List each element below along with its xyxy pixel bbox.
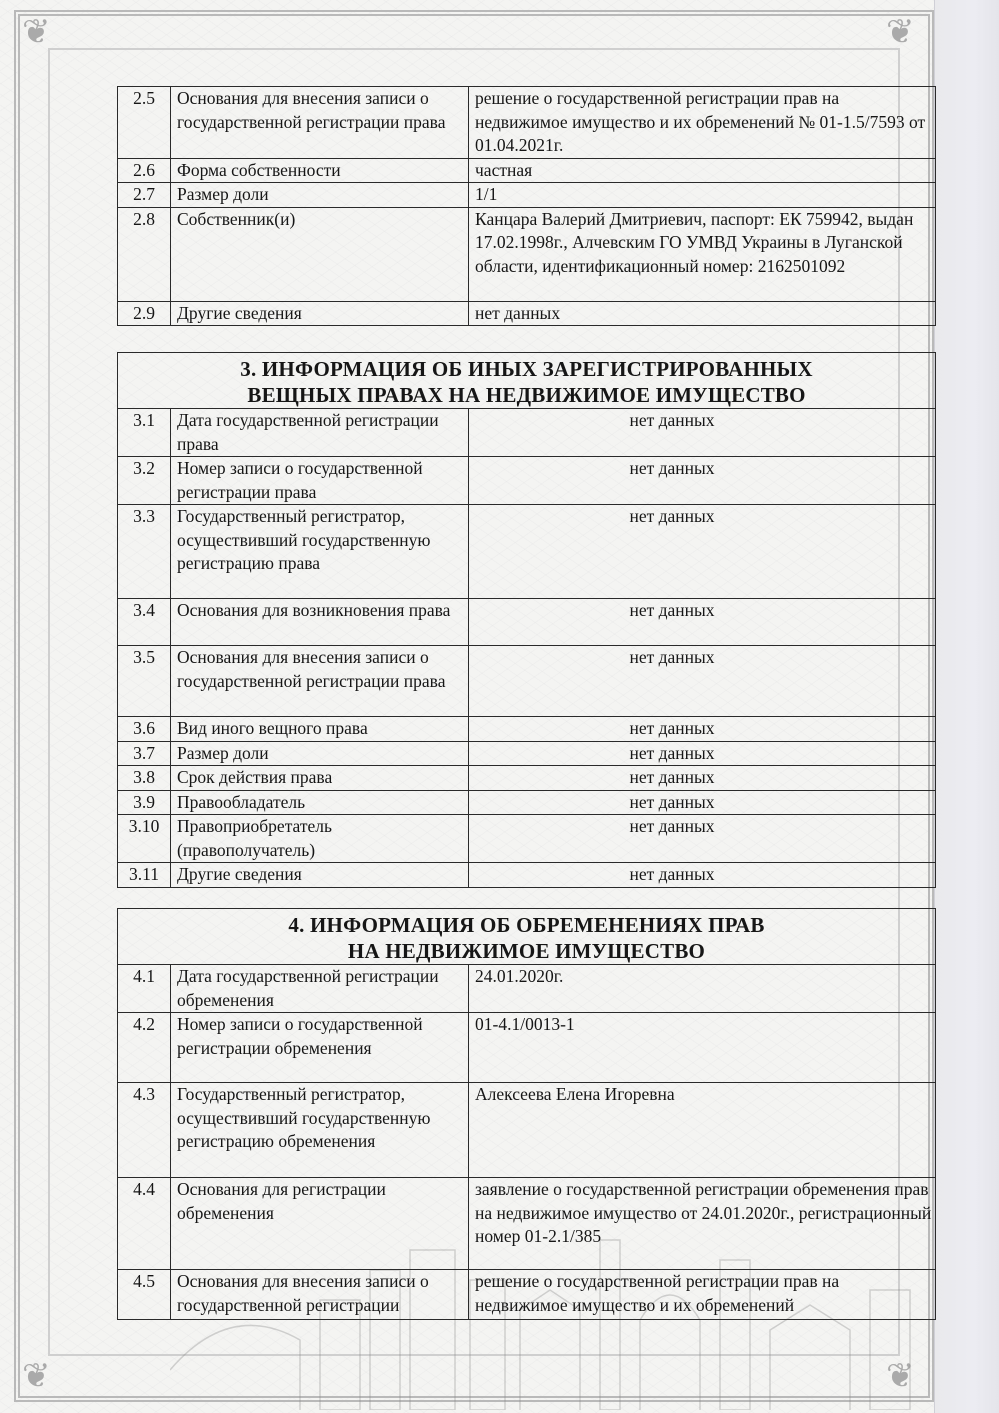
row-value: нет данных (469, 599, 936, 646)
row-number: 3.7 (118, 741, 171, 766)
row-label: Правообладатель (171, 790, 469, 815)
ornament-icon: ❦ (22, 14, 51, 51)
table-row (118, 207, 936, 301)
row-number: 3.8 (118, 766, 171, 791)
row-label: Основания для внесения записи о государственной регистрации права (171, 87, 469, 159)
row-label: Дата государственной регистрации обременения (171, 965, 469, 1013)
row-label: Размер доли (171, 741, 469, 766)
table-row (118, 1083, 936, 1178)
table-row (118, 863, 936, 888)
row-label: Государственный регистратор, осуществивший государственную регистрацию права (171, 505, 469, 599)
table-row (118, 790, 936, 815)
table-row (118, 158, 936, 183)
row-value: 24.01.2020г. (469, 965, 936, 1013)
table-row (118, 766, 936, 791)
ornament-icon: ❦ (22, 1358, 51, 1395)
row-value: нет данных (469, 741, 936, 766)
table-row (118, 815, 936, 863)
row-value: нет данных (469, 505, 936, 599)
row-value: Алексеева Елена Игоревна (469, 1083, 936, 1178)
row-label: Размер доли (171, 183, 469, 208)
row-number: 2.5 (118, 87, 171, 159)
row-number: 2.9 (118, 301, 171, 326)
row-value: нет данных (469, 766, 936, 791)
row-label: Форма собственности (171, 158, 469, 183)
row-label: Номер записи о государственной регистрации обременения (171, 1013, 469, 1083)
table-row (118, 409, 936, 457)
row-number: 3.3 (118, 505, 171, 599)
page-edge-strip (934, 0, 999, 1413)
section-4-table (117, 908, 936, 1320)
section-header (118, 909, 936, 965)
row-label: Другие сведения (171, 863, 469, 888)
section-title-line: ВЕЩНЫХ ПРАВАХ НА НЕДВИЖИМОЕ ИМУЩЕСТВО (247, 383, 806, 407)
row-number: 3.11 (118, 863, 171, 888)
table-row (118, 1013, 936, 1083)
table-row (118, 1178, 936, 1270)
row-label: Правоприобретатель (правополучатель) (171, 815, 469, 863)
row-label: Основания для внесения записи о государственной регистрации (171, 1270, 469, 1320)
row-number: 2.8 (118, 207, 171, 301)
row-label: Основания для внесения записи о государственной регистрации права (171, 646, 469, 717)
ornament-icon: ❦ (886, 14, 915, 51)
table-row (118, 301, 936, 326)
table-row (118, 1270, 936, 1320)
row-number: 3.5 (118, 646, 171, 717)
row-value: нет данных (469, 409, 936, 457)
row-label: Другие сведения (171, 301, 469, 326)
section-3-table (117, 352, 936, 888)
row-value: решение о государственной регистрации прав на недвижимое имущество и их обременений № 01-1.5/7593 от 01.04.2021г. (469, 87, 936, 159)
row-label: Вид иного вещного права (171, 717, 469, 742)
row-label: Номер записи о государственной регистрации права (171, 457, 469, 505)
row-value: заявление о государственной регистрации обременения прав на недвижимое имущество от 24.01.2020г., регистрационный номер 01-2.1/385 (469, 1178, 936, 1270)
row-label: Срок действия права (171, 766, 469, 791)
row-value: нет данных (469, 301, 936, 326)
row-number: 3.9 (118, 790, 171, 815)
row-value: Канцара Валерий Дмитриевич, паспорт: ЕК 759942, выдан 17.02.1998г., Алчевским ГО УМВД Украины в Луганской области, идентификационный номер: 2162501092 (469, 207, 936, 301)
table-row (118, 457, 936, 505)
row-number: 3.4 (118, 599, 171, 646)
row-label: Основания для возникновения права (171, 599, 469, 646)
table-row (118, 87, 936, 159)
row-number: 4.3 (118, 1083, 171, 1178)
table-row (118, 717, 936, 742)
table-row (118, 505, 936, 599)
section-title (118, 353, 936, 409)
row-number: 4.4 (118, 1178, 171, 1270)
row-number: 4.2 (118, 1013, 171, 1083)
section-title-line: 4. ИНФОРМАЦИЯ ОБ ОБРЕМЕНЕНИЯХ ПРАВ (288, 913, 765, 937)
row-number: 3.2 (118, 457, 171, 505)
row-number: 3.1 (118, 409, 171, 457)
row-number: 3.6 (118, 717, 171, 742)
table-row (118, 741, 936, 766)
section-title-line: НА НЕДВИЖИМОЕ ИМУЩЕСТВО (347, 939, 706, 963)
row-value: 1/1 (469, 183, 936, 208)
section-title-line: 3. ИНФОРМАЦИЯ ОБ ИНЫХ ЗАРЕГИСТРИРОВАННЫХ (240, 357, 813, 381)
section-header (118, 353, 936, 409)
table-row (118, 646, 936, 717)
row-value: нет данных (469, 646, 936, 717)
row-number: 4.1 (118, 965, 171, 1013)
row-label: Основания для регистрации обременения (171, 1178, 469, 1270)
row-value: решение о государственной регистрации прав на недвижимое имущество и их обременений (469, 1270, 936, 1320)
row-value: частная (469, 158, 936, 183)
table-row (118, 965, 936, 1013)
row-value: нет данных (469, 863, 936, 888)
row-value: нет данных (469, 457, 936, 505)
table-row (118, 183, 936, 208)
row-label: Государственный регистратор, осуществивший государственную регистрацию обременения (171, 1083, 469, 1178)
row-number: 3.10 (118, 815, 171, 863)
row-number: 4.5 (118, 1270, 171, 1320)
section-2-table (117, 86, 936, 326)
row-number: 2.7 (118, 183, 171, 208)
row-value: 01-4.1/0013-1 (469, 1013, 936, 1083)
row-number: 2.6 (118, 158, 171, 183)
section-title (118, 909, 936, 965)
table-row (118, 599, 936, 646)
row-value: нет данных (469, 815, 936, 863)
row-value: нет данных (469, 790, 936, 815)
row-label: Собственник(и) (171, 207, 469, 301)
row-value: нет данных (469, 717, 936, 742)
ornament-icon: ❦ (886, 1358, 915, 1395)
row-label: Дата государственной регистрации права (171, 409, 469, 457)
